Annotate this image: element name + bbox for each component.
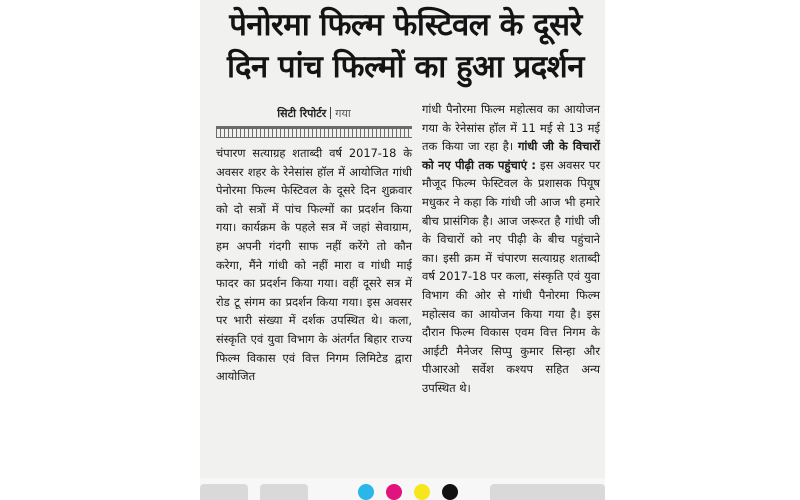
left-column-text: चंपारण सत्याग्रह शताब्दी वर्ष 2017-18 के अवसर शहर के रेनेसांस हॉल में आयोजित गांधी पेनोरमा फिल्म फेस्टिवल के दूसरे दिन शुक्रवार को दो सत्रों में पांच फिल्मों का प्रदर्शन किया गया। कार्यक्रम के पहले सत्र में जहां सेवाग्राम, हम अपनी गंदगी साफ नहीं करेंगे तो कौन करेगा, मैंने गांधी को नहीं मारा व गांधी माई फादर का प्रदर्शन किया गया। वहीं दूसरे सत्र में रोड टू संगम का प्रदर्शन किया गया। इस अवसर पर भारी संख्या में दर्शक उपस्थित थे। कला, संस्कृति एवं युवा विभाग के अंतर्गत बिहार राज्य फिल्म विकास एवं वित्त निगम लिमिटेड द्वारा आयोजित — [216, 146, 412, 384]
byline-name: सिटी रिपोर्टर — [277, 106, 327, 120]
right-subhead: गांधी जी के विचारों को नए पीढ़ी तक पहुंचाएं : — [422, 139, 600, 172]
gray-block — [490, 484, 605, 500]
magenta-dot — [386, 484, 402, 500]
print-color-bar — [200, 478, 605, 500]
byline-separator — [330, 107, 331, 119]
byline-rule — [216, 126, 412, 138]
headline-line-2: दिन पांच फिल्मों का हुआ प्रदर्शन — [227, 49, 584, 85]
right-column — [422, 100, 600, 398]
headline — [212, 4, 599, 88]
headline-line-1: पेनोरमा फिल्म फेस्टिवल के दूसरे — [229, 7, 582, 43]
right-column-body: इस अवसर पर मौजूद फिल्म फेस्टिवल के प्रशासक पियूष मधुकर ने कहा कि गांधी जी आज भी हमारे बीच प्रासंगिक है। आज जरूरत है गांधी जी के विचारों को नए पीढ़ी के बीच पहुंचाने का। इसी क्रम में चंपारण सत्याग्रह शताब्दी वर्ष 2017-18 पर कला, संस्कृति एवं युवा विभाग की ओर से गांधी पैनोरमा फिल्म महोत्सव का आयोजन किया गया है। इस दौरान फिल्म विकास एवम वित्त निगम के आईटी मैनेजर सिप्पु कुमार सिन्हा और पीआरओ सर्वेश कश्यप सहित अन्य उपस्थित थे। — [422, 157, 600, 395]
newspaper-clipping — [200, 0, 605, 500]
byline-location: गया — [335, 106, 351, 120]
byline — [216, 100, 412, 126]
black-dot — [442, 484, 458, 500]
cyan-dot — [358, 484, 374, 500]
right-column-text — [422, 100, 600, 398]
gray-block — [200, 484, 248, 500]
left-column — [216, 100, 412, 386]
gray-block — [260, 484, 308, 500]
yellow-dot — [414, 484, 430, 500]
right-column-intro: गांधी पैनोरमा फिल्म महोत्सव का आयोजन गया के रेनेसांस हॉल में 11 मई से 13 मई तक किया जा रहा है। — [422, 102, 600, 154]
